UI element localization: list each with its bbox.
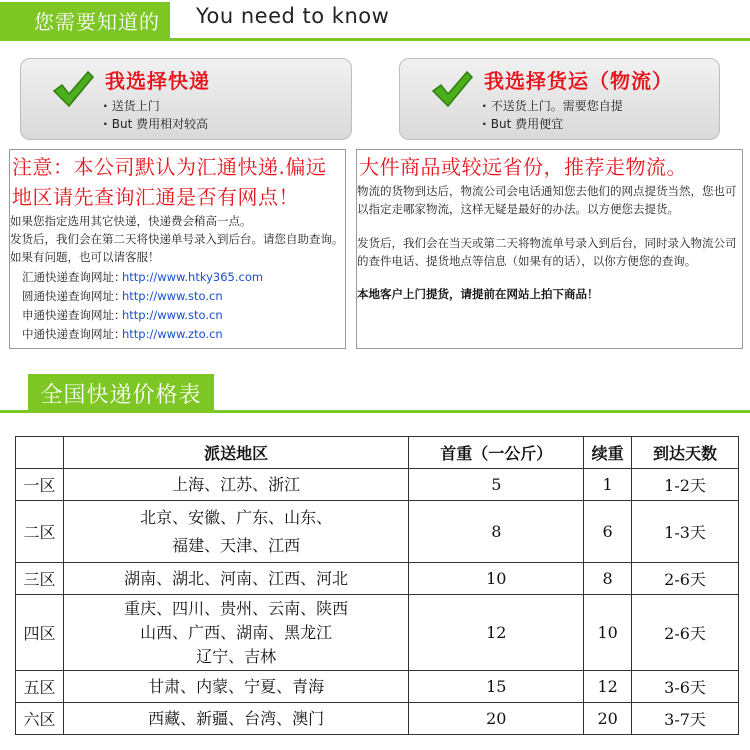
tracking-link-url[interactable]: http://www.htky365.com [122, 270, 264, 284]
header-area: 派送地区 [63, 437, 408, 469]
tracking-link-row [10, 325, 345, 344]
area-line: 上海、江苏、浙江 [172, 474, 301, 494]
first-weight-cell: 15 [409, 671, 584, 703]
freight-para-2: 发货后，我们会在当天或第二天将物流单号录入到后台，同时录入物流公司的查件电话、提货地点等信息（如果有的话），以你方便您的查询。 [357, 236, 737, 268]
extra-weight-cell: 20 [584, 703, 632, 735]
express-para-2: 发货后，我们会在第二天将快递单号录入到后台。请您自助查询。如果有问题，也可以请客服！ [10, 232, 344, 264]
extra-weight-cell: 8 [584, 563, 632, 595]
express-info-box [9, 149, 346, 349]
table-row [16, 469, 739, 501]
price-table [15, 436, 739, 735]
area-cell [63, 501, 408, 563]
freight-para-1: 物流的货物到达后，物流公司会电话通知您去他们的网点提货当然，您也可以指定走哪家物流，这样无疑是最好的办法。以方便您去提货。 [357, 184, 737, 216]
freight-option-bullets [482, 97, 623, 133]
tracking-link-url[interactable]: http://www.zto.cn [122, 327, 223, 341]
area-cell [63, 563, 408, 595]
tracking-link-url[interactable]: http://www.sto.cn [122, 289, 223, 303]
green-check-icon [51, 69, 95, 109]
green-check-icon [430, 69, 474, 109]
area-line: 西藏、新疆、台湾、澳门 [148, 708, 325, 728]
first-weight-cell: 12 [409, 595, 584, 671]
zone-cell: 一区 [16, 469, 64, 501]
days-cell: 1-3天 [632, 501, 739, 563]
express-option-title: 我选择快递 [105, 69, 210, 93]
header-extra-weight: 续重 [584, 437, 632, 469]
header-divider [0, 38, 750, 41]
table-row [16, 501, 739, 563]
tracking-link-row [10, 268, 345, 287]
freight-option-card [399, 58, 720, 140]
freight-option-title: 我选择货运（物流） [484, 69, 673, 93]
express-option-card [20, 58, 352, 140]
extra-weight-cell: 10 [584, 595, 632, 671]
table-row [16, 563, 739, 595]
table-row [16, 703, 739, 735]
header-banner [0, 0, 750, 42]
days-cell: 3-6天 [632, 671, 739, 703]
days-cell: 2-6天 [632, 563, 739, 595]
express-bullet: · But 费用相对较高 [103, 115, 208, 133]
area-line: 福建、天津、江西 [172, 535, 301, 555]
area-line: 辽宁、吉林 [196, 646, 277, 666]
area-cell [63, 595, 408, 671]
zone-cell: 四区 [16, 595, 64, 671]
extra-weight-cell: 12 [584, 671, 632, 703]
express-option-bullets [103, 97, 208, 133]
area-cell [63, 469, 408, 501]
tracking-link-label: 中通快递查询网址： [22, 327, 126, 341]
tracking-link-url[interactable]: http://www.sto.cn [122, 308, 223, 322]
extra-weight-cell: 1 [584, 469, 632, 501]
area-line: 北京、安徽、广东、山东、 [140, 507, 333, 527]
zone-cell: 六区 [16, 703, 64, 735]
zone-cell: 五区 [16, 671, 64, 703]
tracking-link-row [10, 306, 345, 325]
area-line: 山西、广西、湖南、黑龙江 [140, 622, 333, 642]
tracking-links [10, 268, 345, 344]
header-first-weight: 首重（一公斤） [409, 437, 584, 469]
freight-pickup-note: 本地客户上门提货，请提前在网站上拍下商品！ [357, 287, 599, 301]
express-bullet: · 送货上门 [103, 97, 208, 115]
area-cell [63, 671, 408, 703]
area-line: 湖南、湖北、河南、江西、河北 [124, 568, 349, 588]
tracking-link-label: 汇通快递查询网址： [22, 270, 126, 284]
freight-headline: 大件商品或较远省份，推荐走物流。 [359, 155, 687, 179]
area-line: 重庆、四川、贵州、云南、陕西 [124, 598, 349, 618]
header-title-cn: 您需要知道的 [34, 9, 160, 34]
express-notice: 注意：本公司默认为汇通快递.偏远地区请先查询汇通是否有网点！ [12, 155, 327, 209]
tracking-link-label: 申通快递查询网址： [22, 308, 126, 322]
header-zone [16, 437, 64, 469]
header-delivery-days: 到达天数 [632, 437, 739, 469]
zone-cell: 三区 [16, 563, 64, 595]
tracking-link-label: 圆通快递查询网址： [22, 289, 126, 303]
tracking-link-row [10, 287, 345, 306]
price-table-header-row [16, 437, 739, 469]
first-weight-cell: 10 [409, 563, 584, 595]
table-row [16, 595, 739, 671]
express-para-1: 如果您指定选用其它快递，快递费会稍高一点。 [10, 214, 252, 228]
freight-info-box [356, 149, 743, 349]
header-title-en: You need to know [196, 4, 390, 28]
zone-cell: 二区 [16, 501, 64, 563]
days-cell: 2-6天 [632, 595, 739, 671]
freight-bullet: · But 费用便宜 [482, 115, 623, 133]
header-title-block [0, 2, 170, 38]
price-section-title: 全国快递价格表 [40, 382, 202, 408]
freight-bullet: · 不送货上门。需要您自提 [482, 97, 623, 115]
days-cell: 3-7天 [632, 703, 739, 735]
first-weight-cell: 5 [409, 469, 584, 501]
first-weight-cell: 8 [409, 501, 584, 563]
extra-weight-cell: 6 [584, 501, 632, 563]
days-cell: 1-2天 [632, 469, 739, 501]
area-cell [63, 703, 408, 735]
table-row [16, 671, 739, 703]
price-section-divider [0, 410, 750, 413]
area-line: 甘肃、内蒙、宁夏、青海 [148, 676, 325, 696]
price-section-title-block [28, 374, 214, 412]
first-weight-cell: 20 [409, 703, 584, 735]
